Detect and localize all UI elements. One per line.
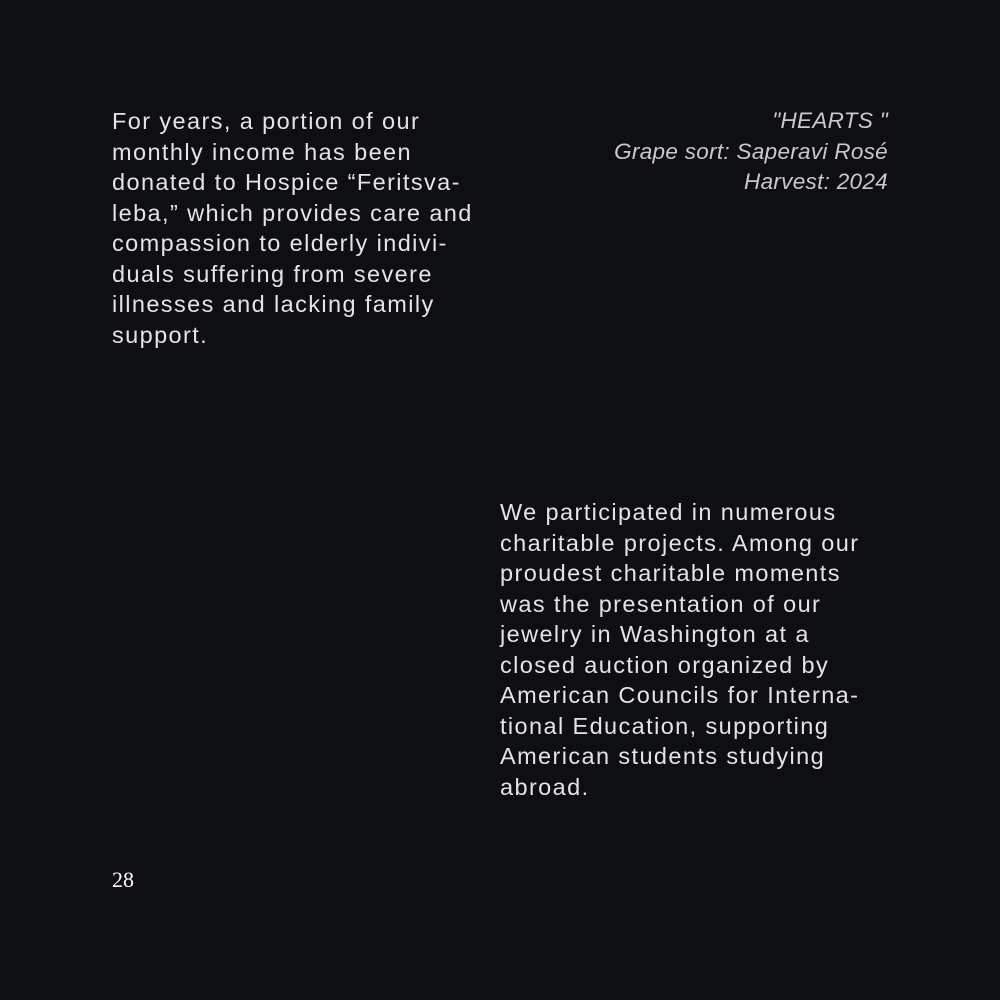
paragraph-line: was the presentation of our xyxy=(500,590,822,617)
paragraph-line: We participated in numerous xyxy=(500,499,837,525)
paragraph-line: tional Education, supporting xyxy=(500,712,830,739)
paragraph-line: For years, a portion of our xyxy=(112,108,421,134)
charity-projects-paragraph xyxy=(500,497,910,802)
paragraph-line: leba,” which provides care and xyxy=(112,199,473,226)
page-number: 28 xyxy=(112,867,134,892)
paragraph-line: American Councils for Interna- xyxy=(500,682,860,708)
paragraph-line: support. xyxy=(112,321,209,348)
paragraph-line: monthly income has been xyxy=(112,138,412,165)
paragraph-line: abroad. xyxy=(500,773,590,800)
paragraph-line: donated to Hospice “Feritsva- xyxy=(112,169,461,195)
paragraph-line: closed auction organized by xyxy=(500,651,830,678)
paragraph-line: illnesses and lacking family xyxy=(112,291,435,317)
wine-grape-sort: Grape sort: Saperavi Rosé xyxy=(614,138,888,164)
paragraph-line: compassion to elderly indivi- xyxy=(112,230,448,256)
wine-harvest: Harvest: 2024 xyxy=(744,169,888,194)
hospice-paragraph xyxy=(112,106,512,350)
paragraph-line: American students studying xyxy=(500,743,826,769)
paragraph-line: jewelry in Washington at a xyxy=(500,621,810,647)
paragraph-line: proudest charitable moments xyxy=(500,560,841,586)
wine-name: "HEARTS " xyxy=(772,108,888,133)
paragraph-line: charitable projects. Among our xyxy=(500,529,860,556)
wine-info xyxy=(528,106,888,198)
paragraph-line: duals suffering from severe xyxy=(112,260,433,287)
